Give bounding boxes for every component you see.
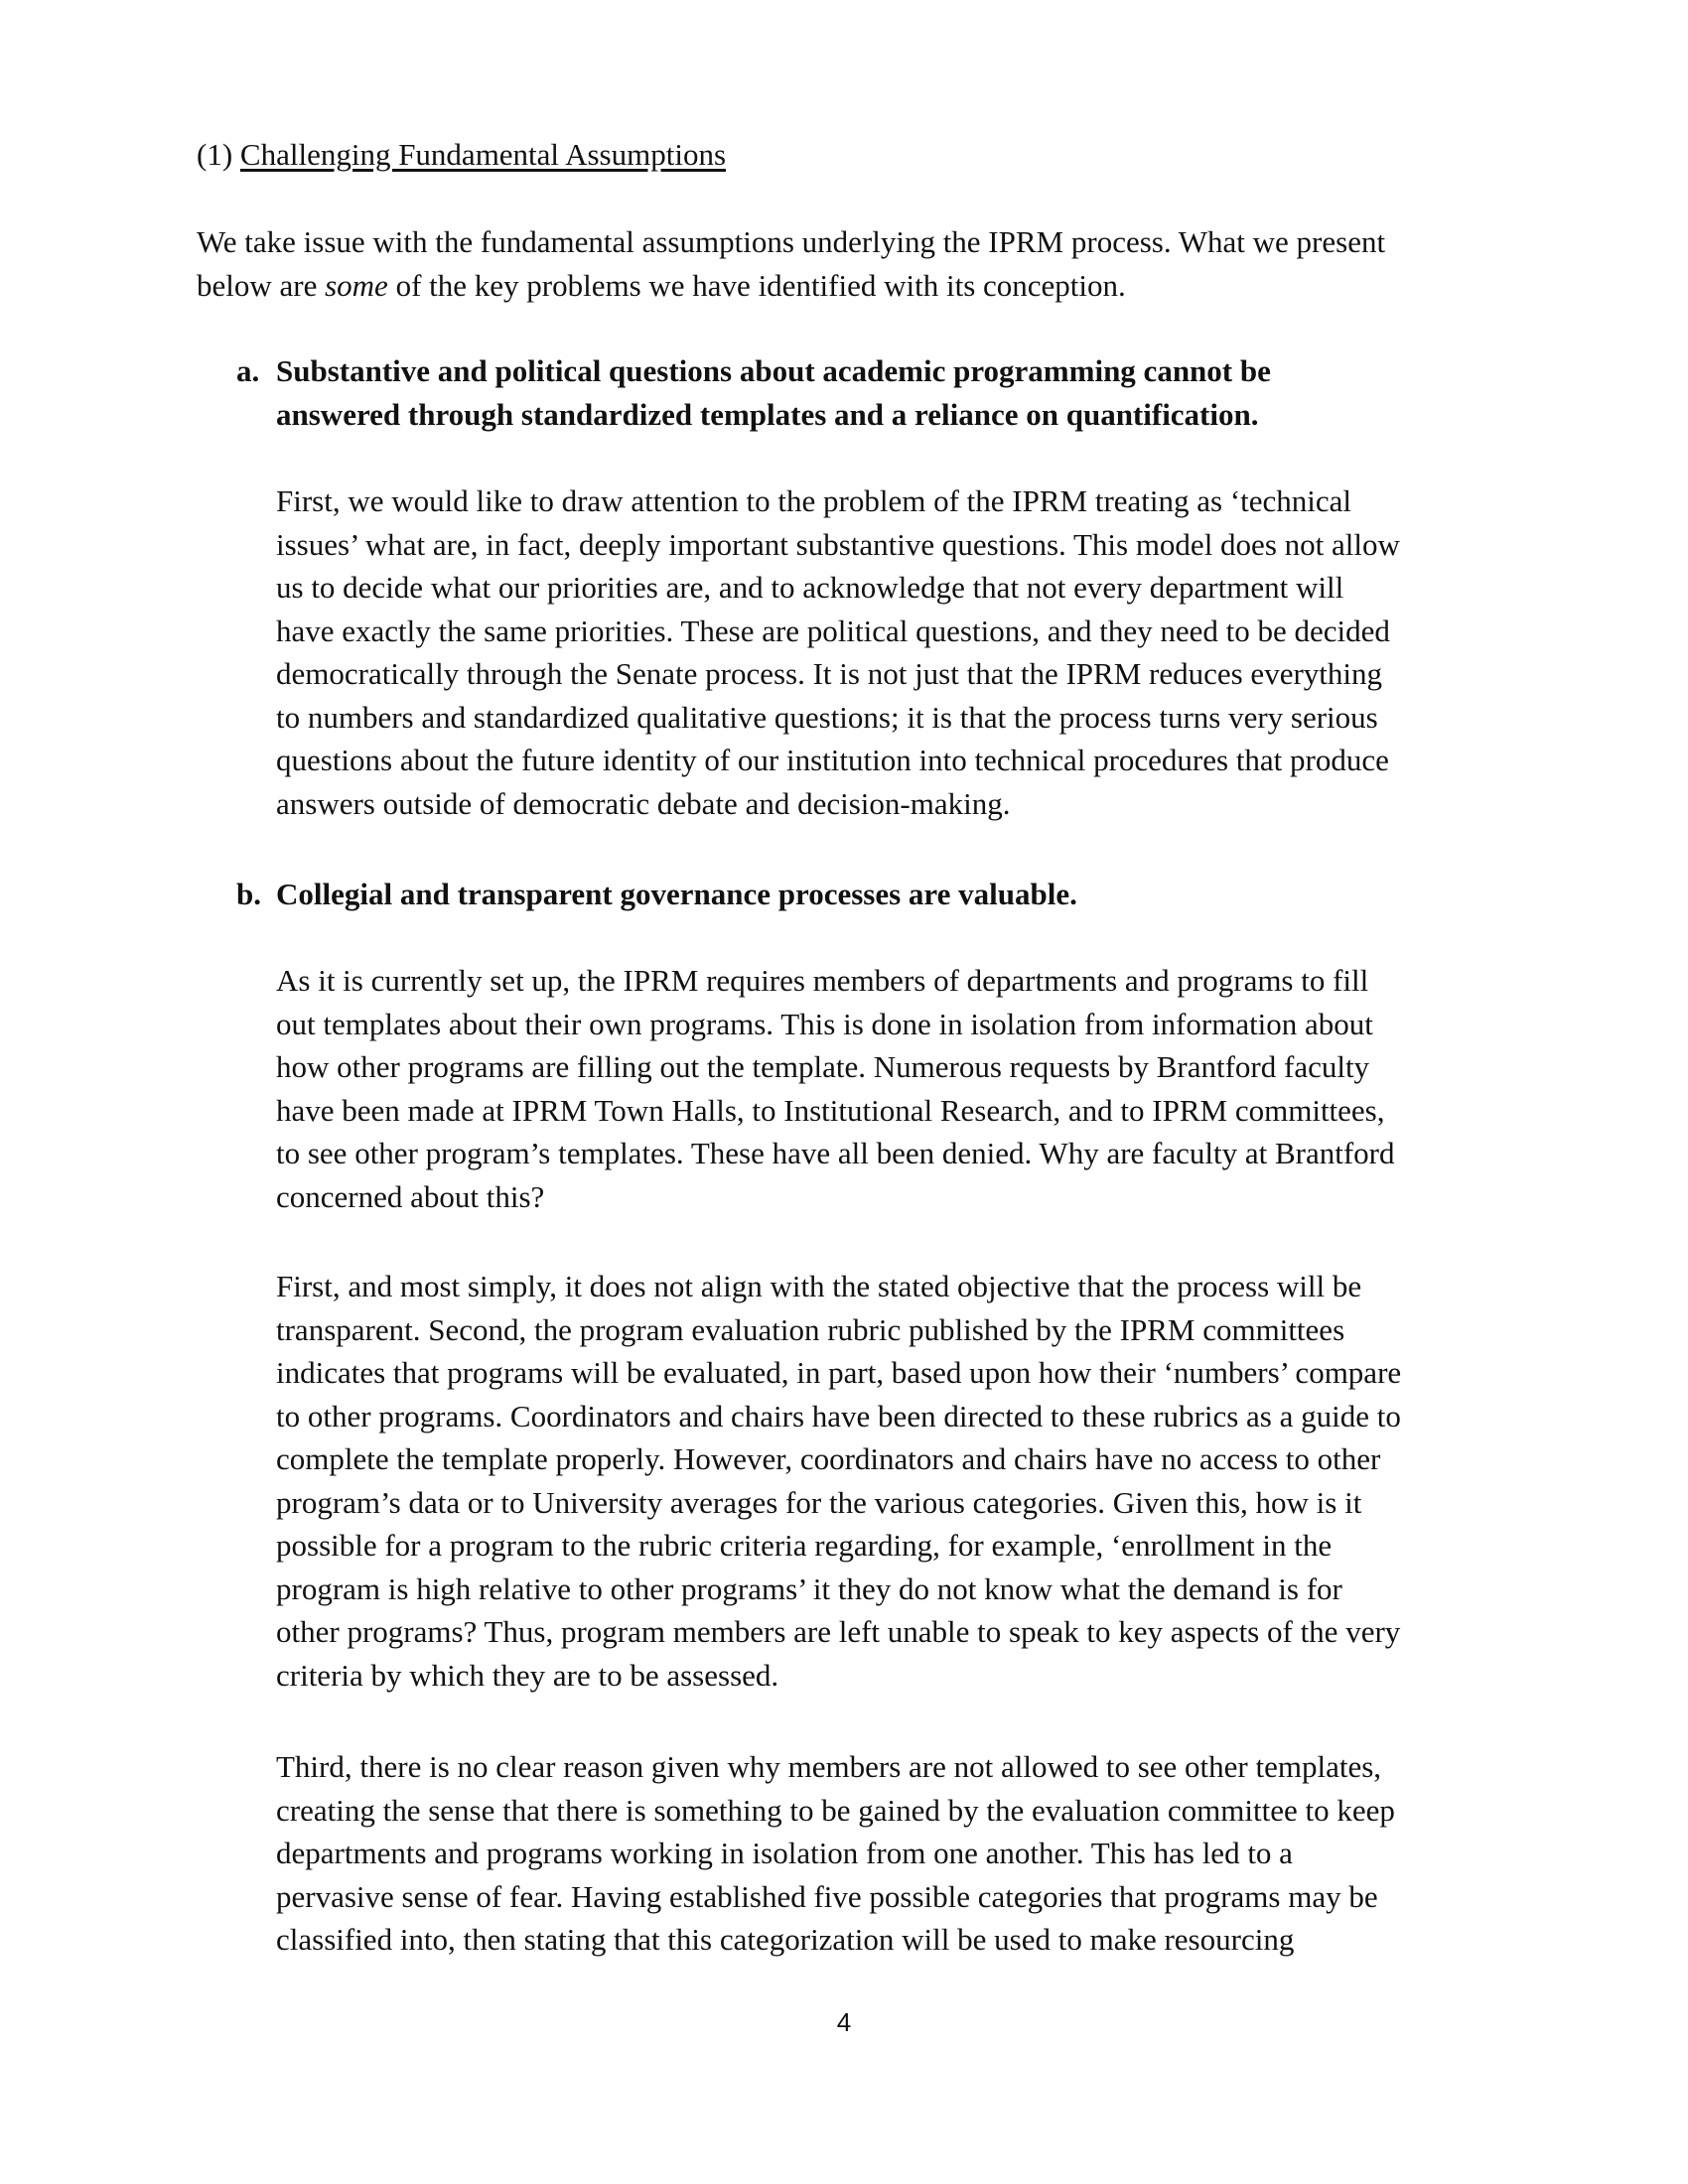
item-b-paragraph: [276, 959, 1497, 1218]
intro-emphasis: some: [325, 267, 388, 303]
paragraph-line: departments and programs working in isolation from one another. This has led to a: [276, 1836, 1293, 1870]
paragraph-line: program is high relative to other programs’ it they do not know what the demand is for: [276, 1570, 1342, 1606]
paragraph-line: answers outside of democratic debate and decision-making.: [276, 785, 1011, 821]
intro-text: below are: [197, 267, 326, 303]
paragraph-line: classified into, then stating that this categorization will be used to make resourcing: [276, 1922, 1295, 1957]
intro-line: We take issue with the fundamental assumptions underlying the IPRM process. What we present: [197, 224, 1386, 259]
item-b-marker: b.: [236, 877, 261, 911]
paragraph-line: out templates about their own programs. This is done in isolation from information about: [276, 1006, 1373, 1041]
item-a-paragraph: [276, 479, 1497, 825]
paragraph-line: to other programs. Coordinators and chairs have been directed to these rubrics as a guide to: [276, 1398, 1401, 1433]
heading-line: answered through standardized templates and a reliance on quantification.: [276, 396, 1259, 432]
item-b-heading-text: [276, 873, 1368, 916]
item-b-paragraph: [276, 1745, 1497, 1962]
paragraph-line: issues’ what are, in fact, deeply important substantive questions. This model does not allow: [276, 526, 1400, 562]
paragraph-line: creating the sense that there is something to be gained by the evaluation committee to keep: [276, 1792, 1395, 1828]
paragraph-line: First, we would like to draw attention to the problem of the IPRM treating as ‘technical: [276, 483, 1352, 518]
paragraph-line: indicates that programs will be evaluated, in part, based upon how their ‘numbers’ compare: [276, 1355, 1402, 1390]
section-title: Challenging Fundamental Assumptions: [239, 137, 727, 172]
page-number: 4: [836, 2007, 852, 2037]
paragraph-line: have exactly the same priorities. These are political questions, and they need to be decided: [276, 613, 1390, 648]
paragraph-line: complete the template properly. However, coordinators and chairs have no access to other: [276, 1441, 1381, 1476]
paragraph-line: have been made at IPRM Town Halls, to Institutional Research, and to IPRM committees,: [276, 1092, 1385, 1128]
intro-text: of the key problems we have identified with its conception.: [387, 267, 1126, 303]
paragraph-line: pervasive sense of fear. Having established five possible categories that programs may be: [276, 1878, 1378, 1914]
item-a-heading-text: [276, 349, 1368, 436]
item-b-heading: [236, 873, 1368, 916]
intro-paragraph: [197, 220, 1497, 307]
paragraph-line: program’s data or to University averages for the various categories. Given this, how is it: [276, 1484, 1362, 1520]
paragraph-line: questions about the future identity of our institution into technical procedures that produce: [276, 743, 1389, 777]
paragraph-line: criteria by which they are to be assessed.: [276, 1657, 779, 1693]
item-a-heading: [236, 349, 1368, 436]
paragraph-line: democratically through the Senate process. It is not just that the IPRM reduces everything: [276, 656, 1383, 691]
paragraph-line: transparent. Second, the program evaluation rubric published by the IPRM committees: [276, 1311, 1345, 1347]
paragraph-line: other programs? Thus, program members are left unable to speak to key aspects of the very: [276, 1614, 1401, 1649]
paragraph-line: First, and most simply, it does not align with the stated objective that the process will be: [276, 1269, 1362, 1303]
section-heading: [197, 135, 726, 175]
paragraph-line: As it is currently set up, the IPRM requires members of departments and programs to fill: [276, 963, 1369, 998]
paragraph-line: Third, there is no clear reason given why members are not allowed to see other templates,: [276, 1749, 1382, 1784]
intro-line: [197, 264, 1497, 308]
heading-line: Collegial and transparent governance processes are valuable.: [276, 877, 1077, 911]
item-b-paragraph: [276, 1265, 1497, 1697]
paragraph-line: concerned about this?: [276, 1178, 545, 1214]
section-number: (1): [197, 137, 233, 172]
paragraph-line: to numbers and standardized qualitative questions; it is that the process turns very serious: [276, 699, 1378, 735]
paragraph-line: us to decide what our priorities are, and to acknowledge that not every department will: [276, 570, 1344, 605]
paragraph-line: to see other program’s templates. These have all been denied. Why are faculty at Brantford: [276, 1136, 1395, 1170]
item-a-marker: a.: [236, 353, 260, 388]
paragraph-line: possible for a program to the rubric criteria regarding, for example, ‘enrollment in the: [276, 1528, 1333, 1563]
paragraph-line: how other programs are filling out the template. Numerous requests by Brantford faculty: [276, 1049, 1370, 1084]
heading-line: Substantive and political questions about academic programming cannot be: [276, 353, 1271, 388]
